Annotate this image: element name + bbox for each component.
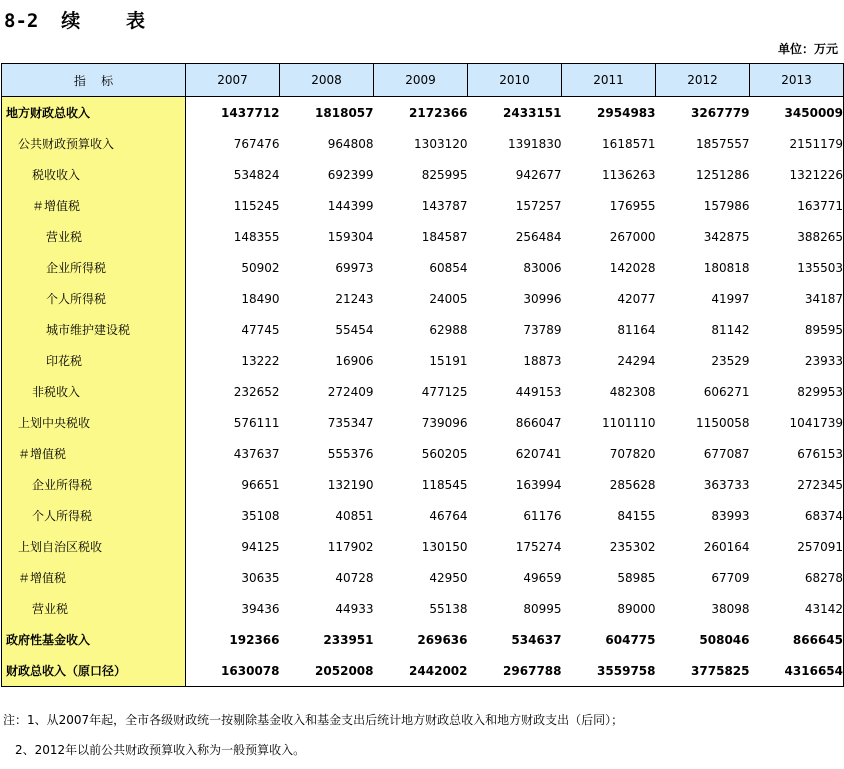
cell-value: 43142 [750, 593, 844, 624]
row-label: 企业所得税 [2, 252, 186, 283]
cell-value: 23933 [750, 345, 844, 376]
cell-value: 449153 [515, 384, 562, 399]
cell-value: 1857557 [696, 136, 750, 151]
table-row [2, 345, 844, 376]
cell-value: 135503 [750, 252, 844, 283]
cell-value: 184587 [421, 229, 468, 244]
cell-value: 84155 [617, 508, 656, 523]
year-header: 2012 [656, 64, 750, 97]
cell-value: 825995 [421, 167, 468, 182]
cell-value: 1251286 [696, 167, 750, 182]
row-label: 营业税 [2, 221, 186, 252]
cell-value: 1818057 [315, 105, 374, 120]
cell-value: 767476 [233, 136, 280, 151]
cell-value: 272345 [750, 469, 844, 500]
cell-value: 3267779 [691, 105, 750, 120]
cell-value: 2052008 [280, 655, 374, 687]
cell-value: 272409 [327, 384, 374, 399]
cell-value: 49659 [523, 570, 562, 585]
table-row [2, 624, 844, 655]
year-header: 2013 [750, 64, 844, 97]
cell-value: 269636 [417, 632, 468, 647]
table-body [2, 97, 844, 687]
table-row [2, 500, 844, 531]
cell-value: 41997 [711, 291, 750, 306]
cell-value: 117902 [327, 539, 374, 554]
cell-value: 30996 [523, 291, 562, 306]
cell-value: 560205 [421, 446, 468, 461]
table-row [2, 562, 844, 593]
row-label: 地方财政总收入 [2, 97, 186, 129]
cell-value: 180818 [703, 260, 750, 275]
cell-value: 1630078 [186, 655, 280, 687]
cell-value: 1101110 [602, 415, 656, 430]
cell-value: 482308 [609, 384, 656, 399]
cell-value: 42950 [429, 570, 468, 585]
table-row [2, 221, 844, 252]
cell-value: 1618571 [602, 136, 656, 151]
cell-value: 62988 [429, 322, 468, 337]
table-row [2, 283, 844, 314]
cell-value: 96651 [241, 477, 280, 492]
table-header-row [2, 64, 844, 97]
cell-value: 260164 [703, 539, 750, 554]
table-row [2, 314, 844, 345]
cell-value: 15191 [429, 353, 468, 368]
row-label: ＃增值税 [2, 562, 186, 593]
cell-value: 2954983 [597, 105, 656, 120]
cell-value: 83993 [711, 508, 750, 523]
cell-value: 739096 [421, 415, 468, 430]
cell-value: 508046 [699, 632, 750, 647]
row-label: 非税收入 [2, 376, 186, 407]
cell-value: 50902 [241, 260, 280, 275]
table-row [2, 190, 844, 221]
cell-value: 130150 [421, 539, 468, 554]
cell-value: 58985 [617, 570, 656, 585]
row-label: 财政总收入（原口径） [2, 655, 186, 687]
table-row [2, 469, 844, 500]
table-row [2, 97, 844, 129]
cell-value: 132190 [327, 477, 374, 492]
cell-value: 4316654 [750, 655, 844, 687]
cell-value: 285628 [609, 477, 656, 492]
cell-value: 24294 [617, 353, 656, 368]
cell-value: 2967788 [468, 655, 562, 687]
cell-value: 677087 [703, 446, 750, 461]
year-header: 2010 [468, 64, 562, 97]
table-row [2, 593, 844, 624]
table-row [2, 438, 844, 469]
row-label: 印花税 [2, 345, 186, 376]
year-header: 2008 [280, 64, 374, 97]
cell-value: 67709 [711, 570, 750, 585]
footnote: 2、2012年以前公共财政预算收入称为一般预算收入。 [15, 743, 306, 757]
year-header: 2011 [562, 64, 656, 97]
cell-value: 89595 [750, 314, 844, 345]
cell-value: 39436 [241, 601, 280, 616]
indicator-header: 指 标 [2, 64, 186, 97]
cell-value: 163994 [515, 477, 562, 492]
table-row [2, 159, 844, 190]
row-label: 企业所得税 [2, 469, 186, 500]
cell-value: 735347 [327, 415, 374, 430]
year-header: 2009 [374, 64, 468, 97]
cell-value: 866047 [515, 415, 562, 430]
table-row [2, 655, 844, 687]
cell-value: 55454 [335, 322, 374, 337]
table-row [2, 376, 844, 407]
table-row [2, 531, 844, 562]
cell-value: 60854 [429, 260, 468, 275]
cell-value: 89000 [617, 601, 656, 616]
cell-value: 16906 [335, 353, 374, 368]
row-label: 城市维护建设税 [2, 314, 186, 345]
cell-value: 534824 [233, 167, 280, 182]
row-label: 上划自治区税收 [2, 531, 186, 562]
year-header: 2007 [186, 64, 280, 97]
cell-value: 42077 [617, 291, 656, 306]
cell-value: 81142 [711, 322, 750, 337]
cell-value: 235302 [609, 539, 656, 554]
cell-value: 13222 [241, 353, 280, 368]
cell-value: 61176 [523, 508, 562, 523]
cell-value: 2172366 [409, 105, 468, 120]
cell-value: 159304 [327, 229, 374, 244]
cell-value: 34187 [750, 283, 844, 314]
cell-value: 342875 [703, 229, 750, 244]
cell-value: 829953 [750, 376, 844, 407]
cell-value: 1437712 [221, 105, 280, 120]
cell-value: 44933 [335, 601, 374, 616]
page-title: 8-2 续 表 [4, 10, 145, 32]
statistics-table [1, 63, 844, 687]
row-label: 营业税 [2, 593, 186, 624]
cell-value: 24005 [429, 291, 468, 306]
cell-value: 2151179 [750, 128, 844, 159]
cell-value: 157257 [515, 198, 562, 213]
cell-value: 437637 [233, 446, 280, 461]
cell-value: 606271 [703, 384, 750, 399]
cell-value: 73789 [523, 322, 562, 337]
cell-value: 143787 [421, 198, 468, 213]
cell-value: 692399 [327, 167, 374, 182]
cell-value: 256484 [515, 229, 562, 244]
cell-value: 18873 [523, 353, 562, 368]
row-label: 税收收入 [2, 159, 186, 190]
cell-value: 38098 [711, 601, 750, 616]
cell-value: 81164 [617, 322, 656, 337]
cell-value: 388265 [750, 221, 844, 252]
cell-value: 46764 [429, 508, 468, 523]
cell-value: 23529 [711, 353, 750, 368]
cell-value: 68374 [750, 500, 844, 531]
cell-value: 1136263 [602, 167, 656, 182]
cell-value: 942677 [515, 167, 562, 182]
cell-value: 94125 [241, 539, 280, 554]
cell-value: 175274 [515, 539, 562, 554]
row-label: 政府性基金收入 [2, 624, 186, 655]
cell-value: 2433151 [503, 105, 562, 120]
cell-value: 18490 [241, 291, 280, 306]
cell-value: 233951 [323, 632, 374, 647]
cell-value: 477125 [421, 384, 468, 399]
cell-value: 47745 [241, 322, 280, 337]
cell-value: 1321226 [750, 159, 844, 190]
cell-value: 866645 [750, 624, 844, 655]
cell-value: 30635 [241, 570, 280, 585]
cell-value: 80995 [523, 601, 562, 616]
cell-value: 118545 [421, 477, 468, 492]
row-label: 公共财政预算收入 [2, 128, 186, 159]
row-label: 个人所得税 [2, 283, 186, 314]
footnote: 注：1、从2007年起，全市各级财政统一按剔除基金收入和基金支出后统计地方财政总收入和地方财政支出（后同）； [3, 713, 624, 727]
cell-value: 157986 [703, 198, 750, 213]
cell-value: 676153 [750, 438, 844, 469]
cell-value: 1041739 [750, 407, 844, 438]
cell-value: 267000 [609, 229, 656, 244]
row-label: 个人所得税 [2, 500, 186, 531]
cell-value: 555376 [327, 446, 374, 461]
cell-value: 964808 [327, 136, 374, 151]
row-label: ＃增值税 [2, 438, 186, 469]
footnotes [3, 712, 623, 758]
cell-value: 2442002 [374, 655, 468, 687]
cell-value: 142028 [609, 260, 656, 275]
cell-value: 620741 [515, 446, 562, 461]
cell-value: 3559758 [562, 655, 656, 687]
cell-value: 707820 [609, 446, 656, 461]
table-row [2, 407, 844, 438]
cell-value: 1150058 [696, 415, 750, 430]
cell-value: 115245 [233, 198, 280, 213]
cell-value: 35108 [241, 508, 280, 523]
cell-value: 68278 [750, 562, 844, 593]
cell-value: 1303120 [414, 136, 468, 151]
unit-label: 单位：万元 [777, 42, 838, 56]
cell-value: 40728 [335, 570, 374, 585]
cell-value: 69973 [335, 260, 374, 275]
row-label: ＃增值税 [2, 190, 186, 221]
cell-value: 163771 [750, 190, 844, 221]
cell-value: 3775825 [656, 655, 750, 687]
cell-value: 232652 [233, 384, 280, 399]
cell-value: 1391830 [508, 136, 562, 151]
cell-value: 534637 [511, 632, 562, 647]
cell-value: 83006 [523, 260, 562, 275]
table-row [2, 252, 844, 283]
table-row [2, 128, 844, 159]
cell-value: 55138 [429, 601, 468, 616]
cell-value: 144399 [327, 198, 374, 213]
cell-value: 176955 [609, 198, 656, 213]
cell-value: 192366 [229, 632, 280, 647]
cell-value: 604775 [605, 632, 656, 647]
cell-value: 3450009 [750, 97, 844, 129]
cell-value: 21243 [335, 291, 374, 306]
cell-value: 363733 [703, 477, 750, 492]
cell-value: 148355 [233, 229, 280, 244]
cell-value: 40851 [335, 508, 374, 523]
cell-value: 257091 [750, 531, 844, 562]
row-label: 上划中央税收 [2, 407, 186, 438]
cell-value: 576111 [233, 415, 280, 430]
